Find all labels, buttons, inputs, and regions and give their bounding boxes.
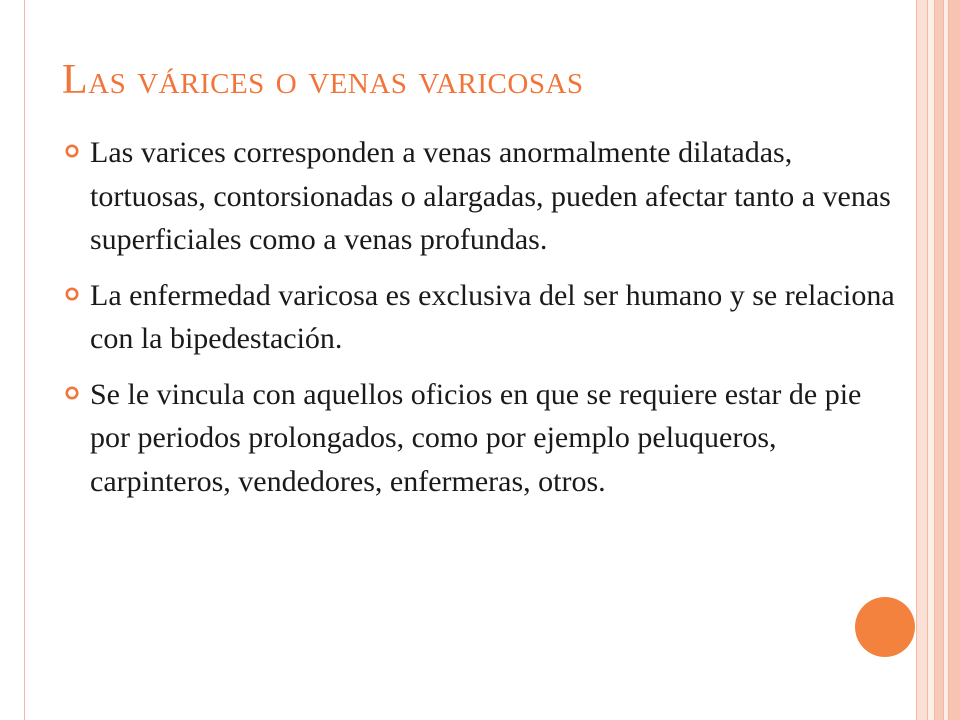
- ring-bullet-icon: [64, 143, 80, 159]
- bullet-list: [64, 131, 904, 515]
- slide-title: Las várices o venas varicosas: [62, 57, 584, 103]
- bullet-text: Las varices corresponden a venas anormalmente dilatadas, tortuosas, contorsionadas o alargadas, pueden afectar tanto a venas superficiales como a venas profundas.: [90, 136, 891, 256]
- decorative-stripe: [948, 0, 960, 720]
- bullet-item: [64, 373, 904, 504]
- bullet-item: [64, 131, 904, 262]
- ring-bullet-icon: [64, 286, 80, 302]
- bullet-item: [64, 274, 904, 361]
- ring-bullet-icon: [64, 385, 80, 401]
- bullet-text: Se le vincula con aquellos oficios en que se requiere estar de pie por periodos prolongados, como por ejemplo peluqueros, carpinteros, vendedores, enfermeras, otros.: [90, 377, 862, 498]
- decorative-orange-circle: [855, 597, 915, 657]
- decorative-stripe: [917, 0, 928, 720]
- decorative-stripe: [934, 0, 944, 720]
- bullet-text: La enfermedad varicosa es exclusiva del ser humano y se relaciona con la bipedestación.: [90, 278, 895, 355]
